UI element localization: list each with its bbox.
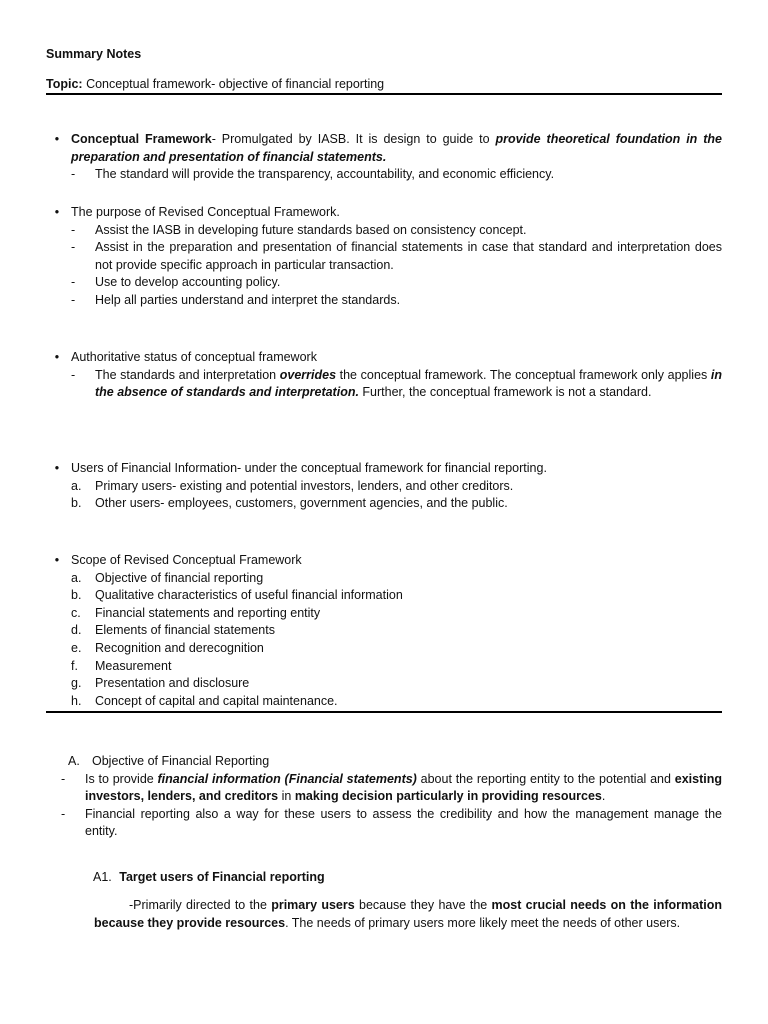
section-heading-text: Objective of Financial Reporting (92, 754, 270, 768)
sub-item-text: Assist the IASB in developing future standards based on consistency concept. (95, 222, 527, 237)
topic-line (46, 76, 722, 95)
bullet-dot: • (54, 350, 60, 364)
emphasis-overrides: overrides (279, 367, 337, 382)
bullet-emphasis: provide theoretical foundation in the preparation and presentation of financial statements. (71, 132, 722, 164)
sub-item-text: Use to develop accounting policy. (95, 275, 281, 290)
bullet-authoritative-status (46, 349, 722, 402)
topic-text: Conceptual framework- objective of financial reporting (86, 77, 385, 91)
subsection-heading-text: Target users of Financial reporting (119, 870, 325, 884)
bullet-text (71, 131, 722, 166)
bullet-text: The purpose of Revised Conceptual Framework. (71, 205, 340, 219)
sub-item: b. Qualitative characteristics of useful financial information (71, 587, 722, 605)
sub-item-text: Qualitative characteristics of useful financial information (95, 588, 403, 603)
section-objective (61, 753, 722, 841)
sub-item-text: Measurement (95, 658, 172, 673)
subsection-a1-paragraph: -Primarily directed to the primary users because they have the most crucial needs on the information because they provide resources. The needs of primary users more likely meet the needs of other users. (94, 898, 723, 930)
bullet-dot: • (54, 205, 60, 219)
sub-item: - The standard will provide the transparency, accountability, and economic efficiency. (71, 166, 722, 184)
sub-item-text: Other users- employees, customers, government agencies, and the public. (95, 496, 508, 511)
sub-item: f. Measurement (71, 658, 722, 676)
sub-item-text: Assist in the preparation and presentation of financial statements in case that standard and interpretation does not provide specific approach in particular transaction. (95, 240, 722, 272)
bullet-dot: • (54, 132, 60, 146)
sub-item-text: Is to provide financial information (Financial statements) about the reporting entity to the potential and existing investors, lenders, and creditors in making decision particularly in providing resources. (85, 771, 722, 804)
sub-item-text: Help all parties understand and interpret the standards. (95, 292, 401, 307)
sub-item-text: The standard will provide the transparency, accountability, and economic efficiency. (95, 167, 555, 182)
sub-item-text: Financial reporting also a way for these users to assess the credibility and how the management manage the entity. (85, 806, 722, 839)
sub-item: - Is to provide financial information (Financial statements) about the reporting entity to the potential and existing investors, lenders, and creditors in making decision particularly in providing resources. (61, 771, 722, 806)
sub-item: - Assist the IASB in developing future standards based on consistency concept. (71, 222, 722, 240)
sub-item-text: Financial statements and reporting entity (95, 605, 321, 620)
bullet-plain-text: - Promulgated by IASB. It is design to guide to (211, 132, 496, 146)
sub-item: - Financial reporting also a way for these users to assess the credibility and how the management manage the entity. (61, 806, 722, 841)
sub-item: d. Elements of financial statements (71, 622, 722, 640)
sub-item: h. Concept of capital and capital maintenance. (71, 693, 722, 711)
sub-item: - Assist in the preparation and presentation of financial statements in case that standard and interpretation does not provide specific approach in particular transaction. (71, 239, 722, 274)
section-divider (46, 711, 722, 713)
sub-item: c. Financial statements and reporting entity (71, 605, 722, 623)
sub-item-text: Recognition and derecognition (95, 640, 264, 655)
bullet-conceptual-framework (46, 131, 722, 184)
sub-item: b. Other users- employees, customers, government agencies, and the public. (71, 495, 722, 513)
emphasis-absence: in the absence of standards and interpretation. (95, 367, 722, 400)
sub-item: g. Presentation and disclosure (71, 675, 722, 693)
bullet-dot: • (54, 553, 60, 567)
bullet-text: Users of Financial Information- under the conceptual framework for financial reporting. (71, 461, 547, 475)
sub-item-text: The standards and interpretation overrides the conceptual framework. The conceptual framework only applies in the absence of standards and interpretation. Further, the conceptual framework is not a standard. (95, 367, 722, 400)
sub-item: - The standards and interpretation overrides the conceptual framework. The conceptual framework only applies in the absence of standards and interpretation. Further, the conceptual framework is not a standard. (71, 367, 722, 402)
bullet-dot: • (54, 461, 60, 475)
term-bold: Conceptual Framework (71, 132, 212, 146)
document-title: Summary Notes (46, 47, 142, 61)
sub-item-text: Primary users- existing and potential investors, lenders, and other creditors. (95, 478, 514, 493)
sub-item-text: Objective of financial reporting (95, 570, 264, 585)
sub-item-text: Presentation and disclosure (95, 676, 250, 691)
bullet-scope (46, 552, 722, 710)
sub-item: a. Objective of financial reporting (71, 570, 722, 588)
bullet-users (46, 460, 722, 513)
notes-header (46, 46, 722, 95)
sub-item: e. Recognition and derecognition (71, 640, 722, 658)
sub-item-text: Elements of financial statements (95, 623, 275, 638)
sub-item: a. Primary users- existing and potential investors, lenders, and other creditors. (71, 478, 722, 496)
topic-label: Topic: (46, 77, 83, 91)
sub-item: - Help all parties understand and interpret the standards. (71, 292, 722, 310)
section-heading: A. Objective of Financial Reporting (68, 754, 270, 768)
bullet-purpose (46, 204, 722, 310)
bullet-text: Scope of Revised Conceptual Framework (71, 553, 302, 567)
subsection-a1-heading: A1. Target users of Financial reporting (93, 870, 325, 884)
bullet-text: Authoritative status of conceptual framework (71, 350, 317, 364)
sub-item: - Use to develop accounting policy. (71, 274, 722, 292)
sub-item-text: Concept of capital and capital maintenance. (95, 693, 338, 708)
